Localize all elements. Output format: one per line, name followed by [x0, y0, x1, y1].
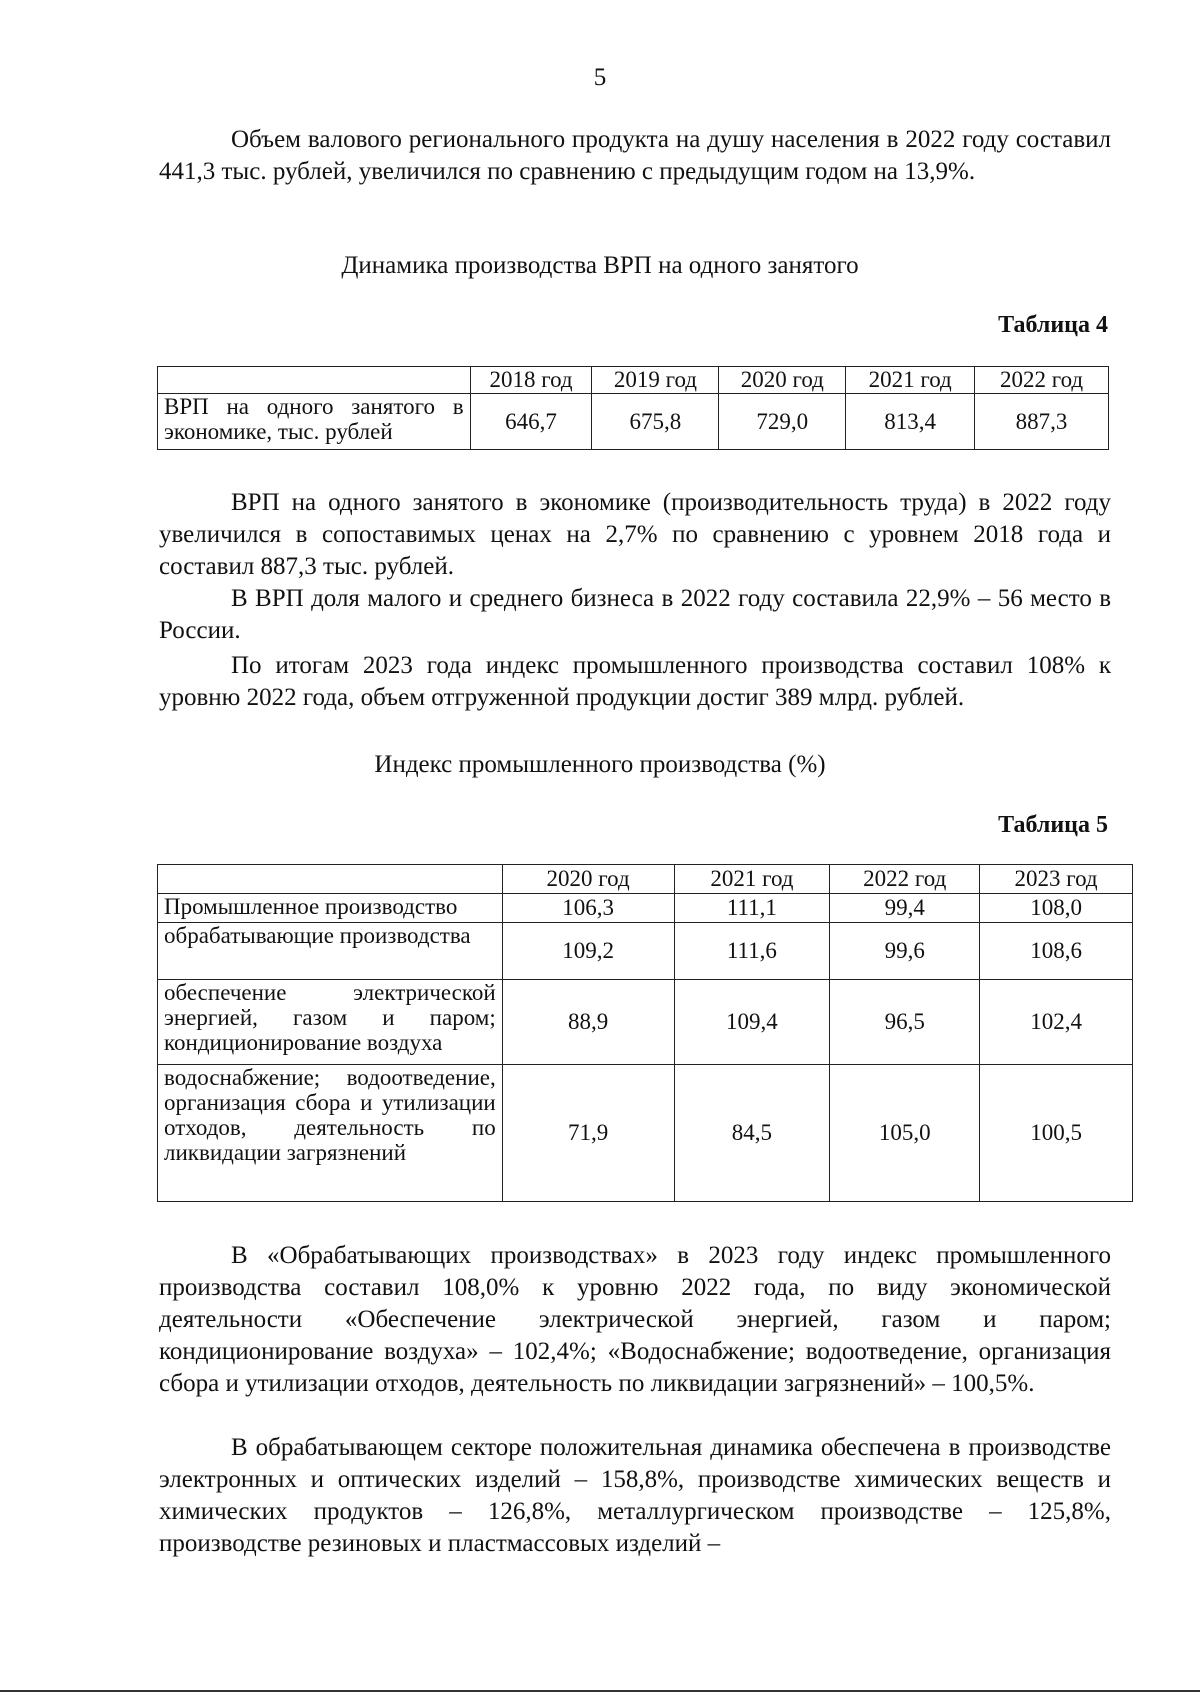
header-cell: 2019 год — [592, 367, 719, 394]
value-cell: 96,5 — [830, 980, 980, 1065]
header-cell — [158, 367, 471, 394]
paragraph-labor-productivity — [159, 487, 1111, 583]
value-cell: 675,8 — [592, 394, 719, 450]
paragraph-text: Объем валового регионального продукта на душу населения в 2022 году составил 441,3 тыс. рублей, увеличился по сравнению с предыдущим годом на 13,9%. — [159, 126, 1111, 185]
table-row — [158, 894, 1133, 923]
header-cell: 2018 год — [470, 367, 592, 394]
table5 — [157, 864, 1133, 1202]
row-label: Промышленное производство — [158, 894, 503, 923]
table-row — [158, 1065, 1133, 1202]
value-cell: 88,9 — [502, 980, 674, 1065]
header-cell: 2020 год — [719, 367, 846, 394]
value-cell: 100,5 — [980, 1065, 1133, 1202]
value-cell: 646,7 — [470, 394, 592, 450]
value-cell: 71,9 — [502, 1065, 674, 1202]
table5-label: Таблица 5 — [998, 812, 1108, 838]
paragraph-text: В «Обрабатывающих производствах» в 2023 году индекс промышленного производства составил 108,0% к уровню 2022 года, по виду экономической деятельности «Обеспечение электрической энергией, газом и паром; кондиционирование воздуха» – 102,4%; «Водоснабжение; водоотведение, организация сбора и утилизации отходов, деятельность по ликвидации загрязнений» – 100,5%. — [159, 1242, 1111, 1397]
value-cell: 102,4 — [980, 980, 1133, 1065]
value-cell: 813,4 — [846, 394, 975, 450]
value-cell: 99,4 — [830, 894, 980, 923]
value-cell: 84,5 — [674, 1065, 830, 1202]
row-label: водоснабжение; водоотведение, организация сбора и утилизации отходов, деятельность по ликвидации загрязнений — [158, 1065, 503, 1202]
table4-label: Таблица 4 — [998, 312, 1108, 338]
value-cell: 109,4 — [674, 980, 830, 1065]
paragraph-text: В обрабатывающем секторе положительная динамика обеспечена в производстве электронных и оптических изделий – 158,8%, производстве химических веществ и химических продуктов – 126,8%, металлургическом производстве – 125,8%, производстве резиновых и пластмассовых изделий – — [159, 1434, 1111, 1557]
table-row — [158, 394, 1109, 450]
page-number: 5 — [593, 64, 607, 91]
paragraph-manufacturing-index — [159, 1240, 1111, 1400]
value-cell: 108,0 — [980, 894, 1133, 923]
paragraph-sector-dynamics — [159, 1432, 1111, 1560]
table-row — [158, 980, 1133, 1065]
value-cell: 111,6 — [674, 923, 830, 980]
paragraph-small-business — [159, 583, 1111, 647]
row-label: обеспечение электрической энергией, газом и паром; кондиционирование воздуха — [158, 980, 503, 1065]
table-header-row — [158, 865, 1133, 894]
header-cell — [158, 865, 503, 894]
page-edge-line — [0, 1690, 1200, 1692]
header-cell: 2021 год — [674, 865, 830, 894]
header-cell: 2020 год — [502, 865, 674, 894]
table4 — [157, 366, 1109, 450]
value-cell: 108,6 — [980, 923, 1133, 980]
table-header-row — [158, 367, 1109, 394]
value-cell: 106,3 — [502, 894, 674, 923]
table5-caption: Индекс промышленного производства (%) — [374, 751, 826, 778]
paragraph-text: В ВРП доля малого и среднего бизнеса в 2022 году составила 22,9% – 56 место в России. — [159, 585, 1111, 644]
table4-caption: Динамика производства ВРП на одного занятого — [341, 252, 859, 279]
header-cell: 2022 год — [975, 367, 1109, 394]
value-cell: 105,0 — [830, 1065, 980, 1202]
value-cell: 99,6 — [830, 923, 980, 980]
header-cell: 2023 год — [980, 865, 1133, 894]
value-cell: 109,2 — [502, 923, 674, 980]
row-label: ВРП на одного занятого в экономике, тыс. рублей — [158, 394, 471, 450]
paragraph-text: По итогам 2023 года индекс промышленного производства составил 108% к уровню 2022 года, объем отгруженной продукции достиг 389 млрд. рублей. — [159, 652, 1111, 711]
paragraph-industrial-index — [159, 650, 1111, 714]
value-cell: 729,0 — [719, 394, 846, 450]
paragraph-grp-per-capita — [159, 124, 1111, 188]
value-cell: 111,1 — [674, 894, 830, 923]
paragraph-text: ВРП на одного занятого в экономике (производительность труда) в 2022 году увеличился в сопоставимых ценах на 2,7% по сравнению с уровнем 2018 года и составил 887,3 тыс. рублей. — [159, 489, 1111, 580]
header-cell: 2022 год — [830, 865, 980, 894]
header-cell: 2021 год — [846, 367, 975, 394]
table-row — [158, 923, 1133, 980]
value-cell: 887,3 — [975, 394, 1109, 450]
row-label: обрабатывающие производства — [158, 923, 503, 980]
